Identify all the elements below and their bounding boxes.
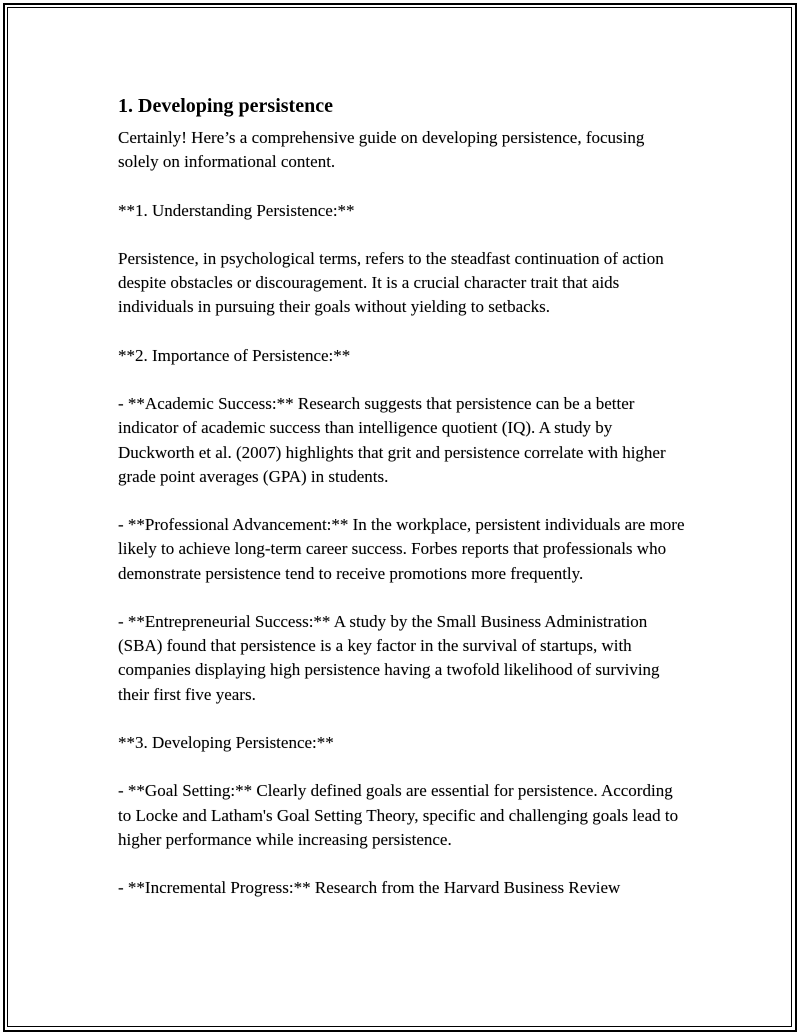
paragraph-professional-advancement: - **Professional Advancement:** In the workplace, persistent individuals are more likely to achieve long-term career success. Forbes reports that professionals who demonstrate persistence tend to receive promotions more frequently. [118, 515, 685, 583]
section-title-developing: **3. Developing Persistence:** [118, 732, 334, 752]
section-title-importance: **2. Importance of Persistence:** [118, 345, 351, 365]
paragraph-goal-setting: - **Goal Setting:** Clearly defined goals are essential for persistence. According to Locke and Latham's Goal Setting Theory, specific and challenging goals lead to higher performance while increasing persistence. [118, 781, 679, 849]
paragraph-understanding: Persistence, in psychological terms, refers to the steadfast continuation of action despite obstacles or discouragement. It is a crucial character trait that aids individuals in pursuing their goals without yielding to setbacks. [118, 248, 664, 317]
section-title-understanding: **1. Understanding Persistence:** [118, 200, 355, 220]
paragraph-entrepreneurial-success: - **Entrepreneurial Success:** A study by the Small Business Administration (SBA) found that persistence is a key factor in the survival of startups, with companies displaying high persistence having a twofold likelihood of surviving their first five years. [118, 611, 660, 704]
paragraph-incremental-progress: - **Incremental Progress:** Research from the Harvard Business Review [118, 878, 621, 898]
paragraph-academic-success: - **Academic Success:** Research suggests that persistence can be a better indicator of academic success than intelligence quotient (IQ). A study by Duckworth et al. (2007) highlights that grit and persistence correlate with higher grade point averages (GPA) in students. [118, 394, 666, 486]
document-heading: 1. Developing persistence [118, 95, 333, 117]
paragraph-intro: Certainly! Here’s a comprehensive guide on developing persistence, focusing solely on informational content. [118, 128, 645, 172]
document-body [118, 92, 688, 925]
